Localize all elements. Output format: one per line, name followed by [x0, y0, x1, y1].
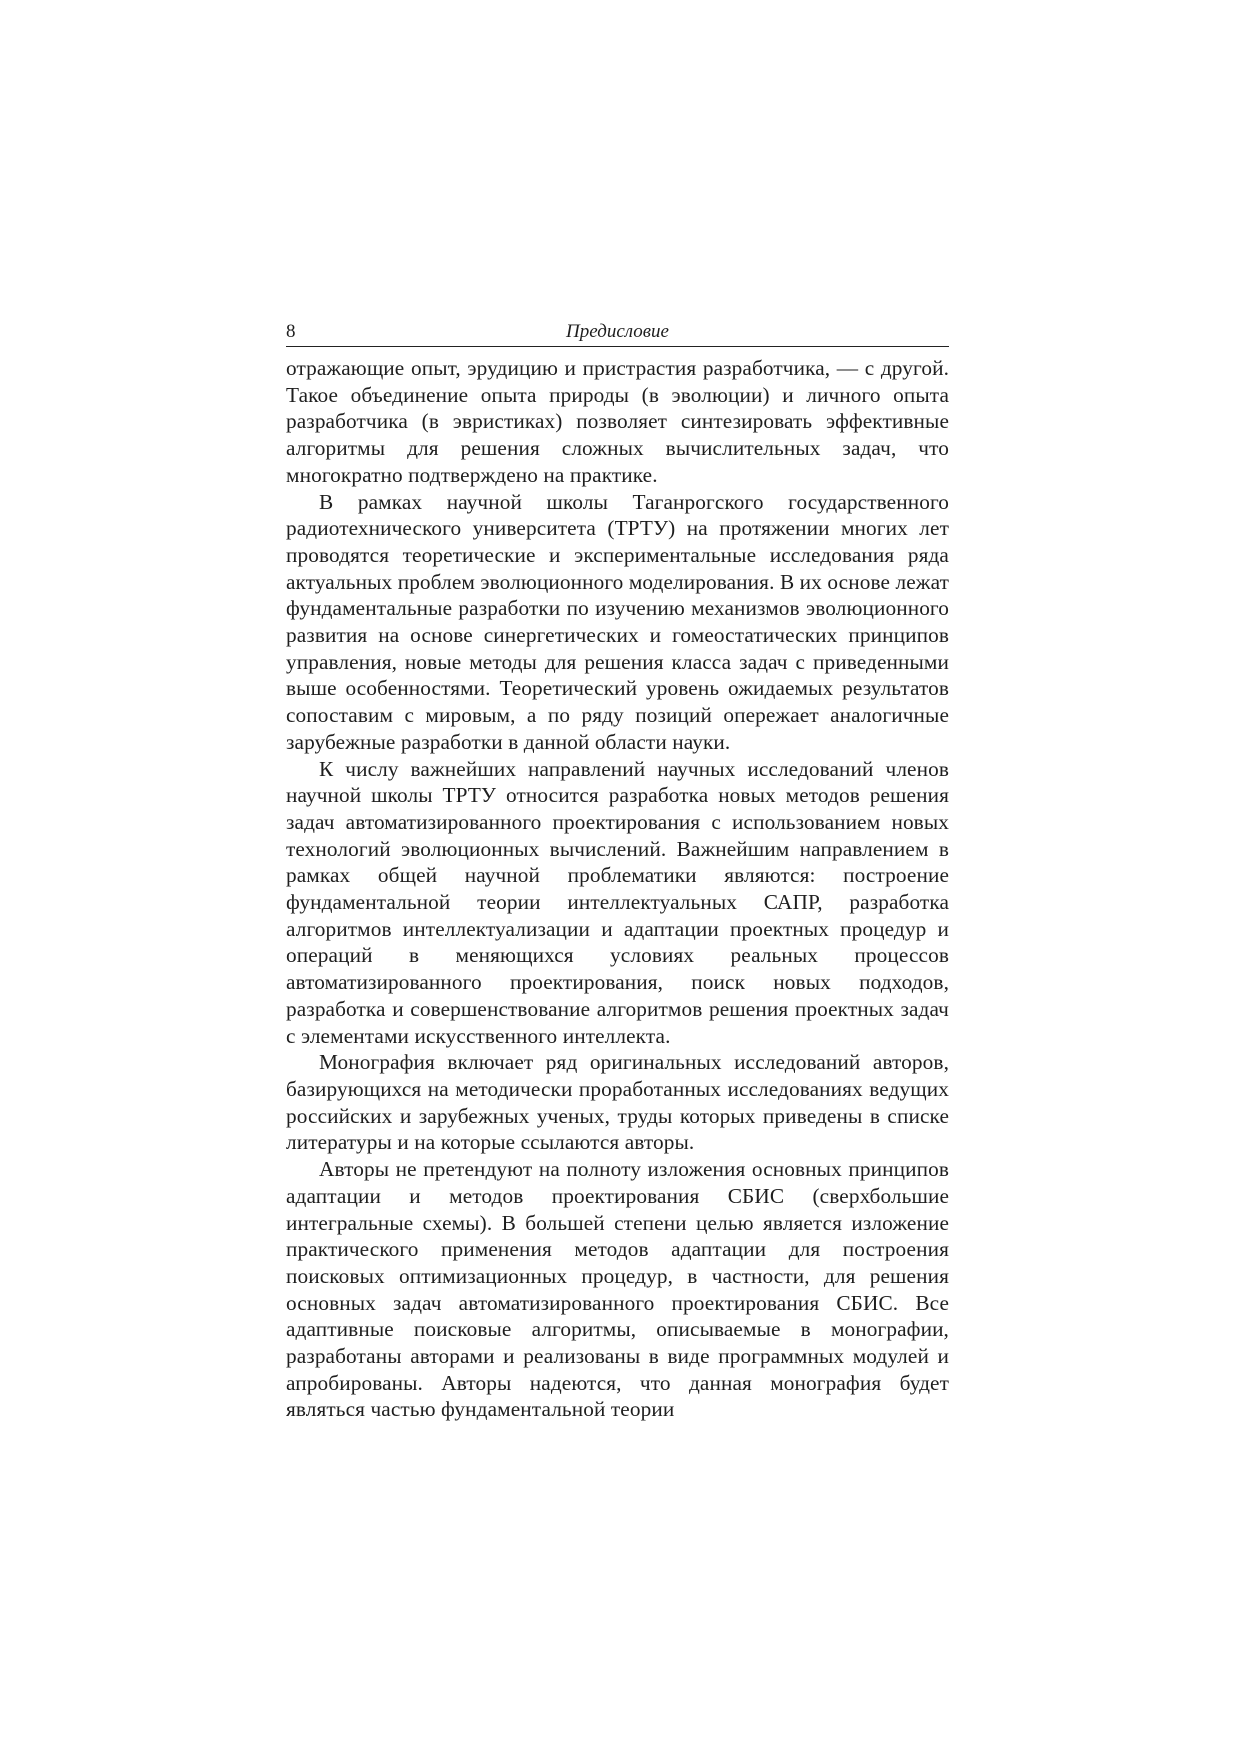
book-page: [286, 318, 949, 1423]
running-head: [286, 318, 949, 347]
page-number: 8: [286, 321, 296, 342]
paragraph-continuation: отражающие опыт, эрудицию и пристрастия разработчика, — с другой. Такое объединение опыта природы (в эволюции) и личного опыта разработчика (в эвристиках) позволяет синтезировать эффективные алгоритмы для решения сложных вычислительных задач, что многократно подтверждено на практике.: [286, 356, 949, 487]
paragraph-research-directions: К числу важнейших направлений научных исследований членов научной школы ТРТУ относится разработка новых методов решения задач автоматизированного проектирования с использованием новых технологий эволюционных вычислений. Важнейшим направлением в рамках общей научной проблематики являются: построение фундаментальной теории интеллектуальных САПР, разработка алгоритмов интеллектуализации и адаптации проектных процедур и операций в меняющихся условиях реальных процессов автоматизированного проектирования, поиск новых подходов, разработка и совершенствование алгоритмов решения проектных задач с элементами искусственного интеллекта.: [286, 756, 949, 1048]
paragraph-authors-goals: Авторы не претендуют на полноту изложения основных принципов адаптации и методов проектирования СБИС (сверхбольшие интегральные схемы). В большей степени целью является изложение практического применения методов адаптации для построения поисковых оптимизационных процедур, в частности, для решения основных задач автоматизированного проектирования СБИС. Все адаптивные поисковые алгоритмы, описываемые в монографии, разработаны авторами и реализованы в виде программных модулей и апробированы. Авторы надеются, что данная монография будет являться частью фундаментальной теории: [286, 1157, 949, 1422]
running-title: Предисловие: [566, 321, 669, 342]
paragraph-research-school: В рамках научной школы Таганрогского государственного радиотехнического университета (ТРТУ) на протяжении многих лет проводятся теоретические и экспериментальные исследования ряда актуальных проблем эволюционного моделирования. В их основе лежат фундаментальные разработки по изучению механизмов эволюционного развития на основе синергетических и гомеостатических принципов управления, новые методы для решения класса задач с приведенными выше особенностями. Теоретический уровень ожидаемых результатов сопоставим с мировым, а по ряду позиций опережает аналогичные зарубежные разработки в данной области науки.: [286, 489, 949, 754]
body-text: [286, 355, 949, 1423]
paragraph-monograph-contents: Монография включает ряд оригинальных исследований авторов, базирующихся на методически проработанных исследованиях ведущих российских и зарубежных ученых, труды которых приведены в списке литературы и на которые ссылаются авторы.: [286, 1050, 949, 1155]
